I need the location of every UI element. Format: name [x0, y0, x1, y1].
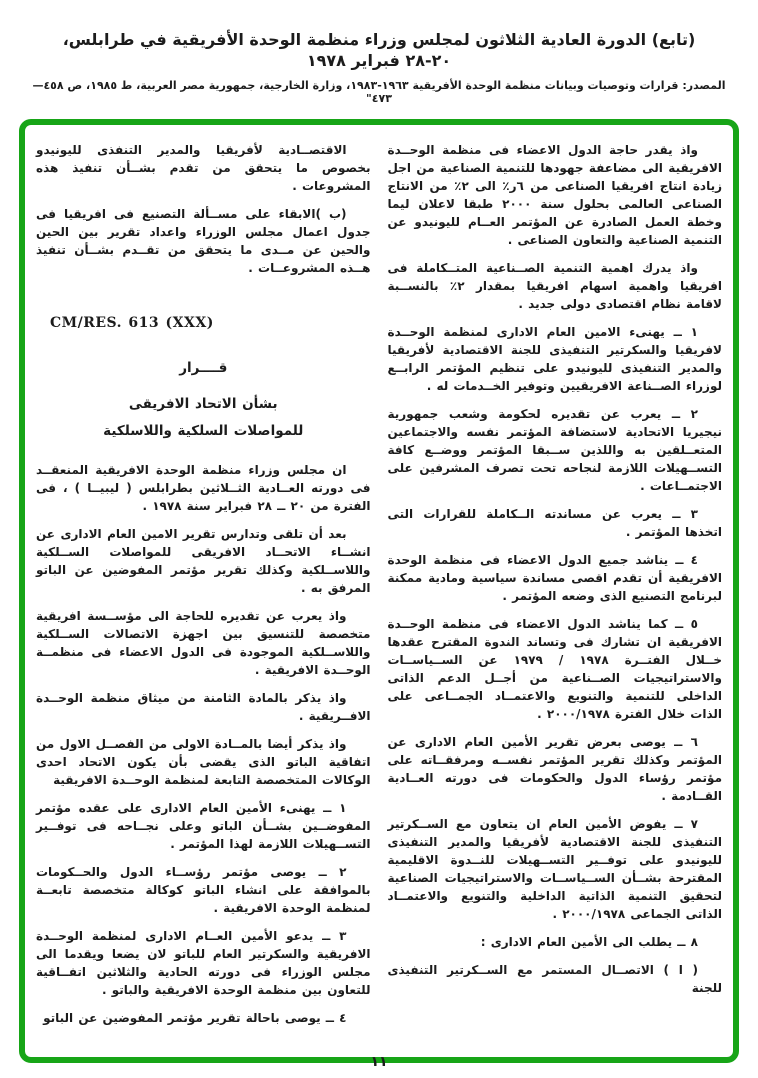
- resolution-title: قــــرار: [179, 359, 228, 376]
- resolution-subject-line2: للمواصلات السلكية واللاسلكية: [103, 423, 304, 440]
- resolution-code: CM/RES. 613 (XXX): [50, 314, 214, 331]
- page-header: [0, 0, 758, 105]
- clause-8-item-a: ( ا ) الاتصــال المستمر مع الســكرتير التنفيذى للجنة: [387, 962, 722, 995]
- page-number: ١١: [370, 1054, 388, 1070]
- clause-3-patu: ٣ ــ يدعو الأمين العــام الادارى لمنظمة الوحــدة الافريقية والسكرتير العام للباتو لان يضعا ويقدما الى مجلس الوزراء فى دورته الحادية والثلاثين اتفــاقية للتعاون بين منظمة الوحدة الافريقية والباتو .: [36, 929, 371, 998]
- resolution-subject-line1: بشأن الاتحاد الافريقى: [128, 395, 278, 412]
- paragraph-article-eight: واذ يذكر بالمادة الثامنة من ميثاق منظمة الوحــدة الافــريقية .: [36, 691, 371, 724]
- clause-1-patu: ١ ــ يهنىء الأمين العام الادارى على عقده مؤتمر المفوضــين بشــأن الباتو وعلى نجــاحه فى توفــير التســهيلات اللازمة لهذا المؤتمر .: [36, 801, 371, 852]
- clause-1: ١ ــ يهنىء الامين العام الادارى لمنظمة الوحــدة لافريقيا والسكرتير التنفيذى للجنة الاقتصادية لأفريقيا والمدير التنفيذى لليونيدو على تنظيم المؤتمر الرابــع لوزراء الصــناعة الافريقيين وتوفير الخــدمات له .: [387, 324, 722, 393]
- clause-2: ٢ ــ يعرب عن تقديره لحكومة وشعب جمهورية نيجيريا الاتحادية لاستضافة المؤتمر نفسه والاجتماعين المتعــلقين به واللذين ســبقا المؤتمر ووضــع كافة التســهيلات اللازمة لنجاحه تحت تصرف المشرفين على الاجتمــاعات .: [387, 406, 722, 493]
- paragraph-article-one-patu: واذ يذكر أيضا بالمــادة الاولى من الفصــل الاول من اتفاقية الباتو الذى يقضى بأن يكون الاتحاد احدى الوكالات المتخصصة التابعة لمنظمة الوحــدة الافريقية: [36, 737, 371, 788]
- paragraph-having-considered: بعد أن تلقى وتدارس تقرير الامين العام الادارى عن انشــاء الاتحــاد الافريقى للمواصلات الســلكية واللاســلكية وكذلك تقرير مؤتمر المفوضين عن الباتو المرفق به .: [36, 527, 371, 596]
- page-footer: [0, 1051, 758, 1070]
- clause-3: ٣ ــ يعرب عن مساندته الــكاملة للقرارات التى اتخذها المؤتمر .: [387, 506, 722, 539]
- clause-4-patu: ٤ ــ يوصى باحالة تقرير مؤتمر المفوضين عن الباتو: [43, 1011, 347, 1026]
- source-citation: المصدر: قرارات وتوصيات وبيانات منظمة الوحدة الأفريقية ١٩٦٣-١٩٨٣، وزارة الخارجية، جمهورية مصر العربية، ط ١٩٨٥، ص ٤٥٨—٤٧٣": [32, 78, 726, 105]
- document-frame: [19, 119, 739, 1063]
- paragraph-continuation: الاقتصــادية لأفريقيا والمدير التنفذى لليونيدو بخصوص ما يتحقق من تقدم بشــأن تنفيذ هذه المشروعات .: [36, 142, 371, 193]
- paragraph-item-b: (ب )الابقاء على مســألة التصنيع فى افريقيا فى جدول اعمال مجلس الوزراء واعداد تقرير بين الحين والحين عن مــدى ما يتحقق من تقــدم بشــأن تنفيذ هــذه المشروعــات .: [36, 206, 371, 275]
- clause-4: ٤ ــ يناشد جميع الدول الاعضاء فى منظمة الوحدة الافريقية أن تقدم اقصى مساندة سياسية ومادية ممكنة لبرنامج التصنيع الذى وضعه المؤتمر .: [387, 552, 722, 603]
- paragraph-need-institution: واذ يعرب عن تقديره للحاجة الى مؤســسة افريقية متخصصة للتنسيق بين اجهزة الاتصالات الســلكية واللاســلكية الموجودة فى الدول الاعضاء فى منظمــة الوحــدة الافريقية .: [36, 609, 371, 678]
- clause-5: ٥ ــ كما يناشد الدول الاعضاء فى منظمة الوحــدة الافريقية ان تشارك فى وتساند الندوة المقترح عقدها خــلال الفتــرة ١٩٧٨ / ١٩٧٩ عن الســياســات والاستراتيجيات الصــناعية من أجــل الدعم الذاتى الداخلى للتنمية والتنويع والاعتمــاد الجمــاعى على الذات خلال الفترة ٢٠٠٠/١٩٧٨ .: [387, 616, 722, 721]
- paragraph-preamble-integrated: واذ يدرك اهمية التنمية الصــناعية المتــكاملة فى افريقيا واهمية اسهام افريقيا بمقدار ٢٪ بالنســبة لاقامة نظام اقتصادى دولى جديد .: [387, 260, 722, 311]
- session-title: (تابع) الدورة العادية الثلاثون لمجلس وزراء منظمة الوحدة الأفريقية في طرابلس، ٢٠-٢٨ فبراير ١٩٧٨: [62, 30, 696, 70]
- clause-6: ٦ ــ يوصى بعرض تقرير الأمين العام الادارى عن المؤتمر وكذلك تقرير المؤتمر نفســه ومرفقــاته على مؤتمر رؤساء الدول والحكومات فى دورته العــادية القــادمة .: [387, 734, 722, 803]
- clause-2-patu: ٢ ــ يوصى مؤتمر رؤســاء الدول والحــكومات بالموافقة على انشاء الباتو كوكالة متخصصة تابعــة لمنظمة الوحدة الافريقية .: [36, 865, 371, 916]
- column-right: [388, 141, 723, 1047]
- paragraph-council-session: ان مجلس وزراء منظمة الوحدة الافريقية المنعقــد فى دورته العــادية الثــلاثين بطرابلس ( ليبيــا ) ، فى الفترة من ٢٠ ــ ٢٨ فبراير سنة ١٩٧٨ .: [36, 463, 371, 514]
- paragraph-preamble-industry: واذ يقدر حاجة الدول الاعضاء فى منظمة الوحــدة الافريقية الى مضاعفة جهودها للتنمية الصناعية من اجل زيادة انتاج افريقيا الصناعى من ٦ر٪ الى ٢٪ من الانتاج الصناعى العالمى بحلول سنة ٢٠٠٠ طبقا لاعلان ليما وخطة العمل الصادرة عن المؤتمر العــام لليونيدو عن التنمية الصناعية والتعاون الصناعى .: [387, 142, 723, 247]
- clause-8: ٨ ــ يطلب الى الأمين العام الادارى :: [480, 934, 698, 949]
- clause-7: ٧ ــ يفوض الأمين العام ان يتعاون مع الســكرتير التنفيذى للجنة الاقتصادية لأفريقيا والمدير التنفيذى لليونيدو على توفــير التســهيلات للنــدوة الاقليمية المقترحة بشــأن الســياســات والاستراتيجيات الصناعية لتحقيق التنمية الذاتية الداخلية والتنويع والاعتمــاد الذاتى الجماعى ٢٠٠٠/١٩٧٨ .: [387, 816, 722, 921]
- column-left: [36, 141, 371, 1047]
